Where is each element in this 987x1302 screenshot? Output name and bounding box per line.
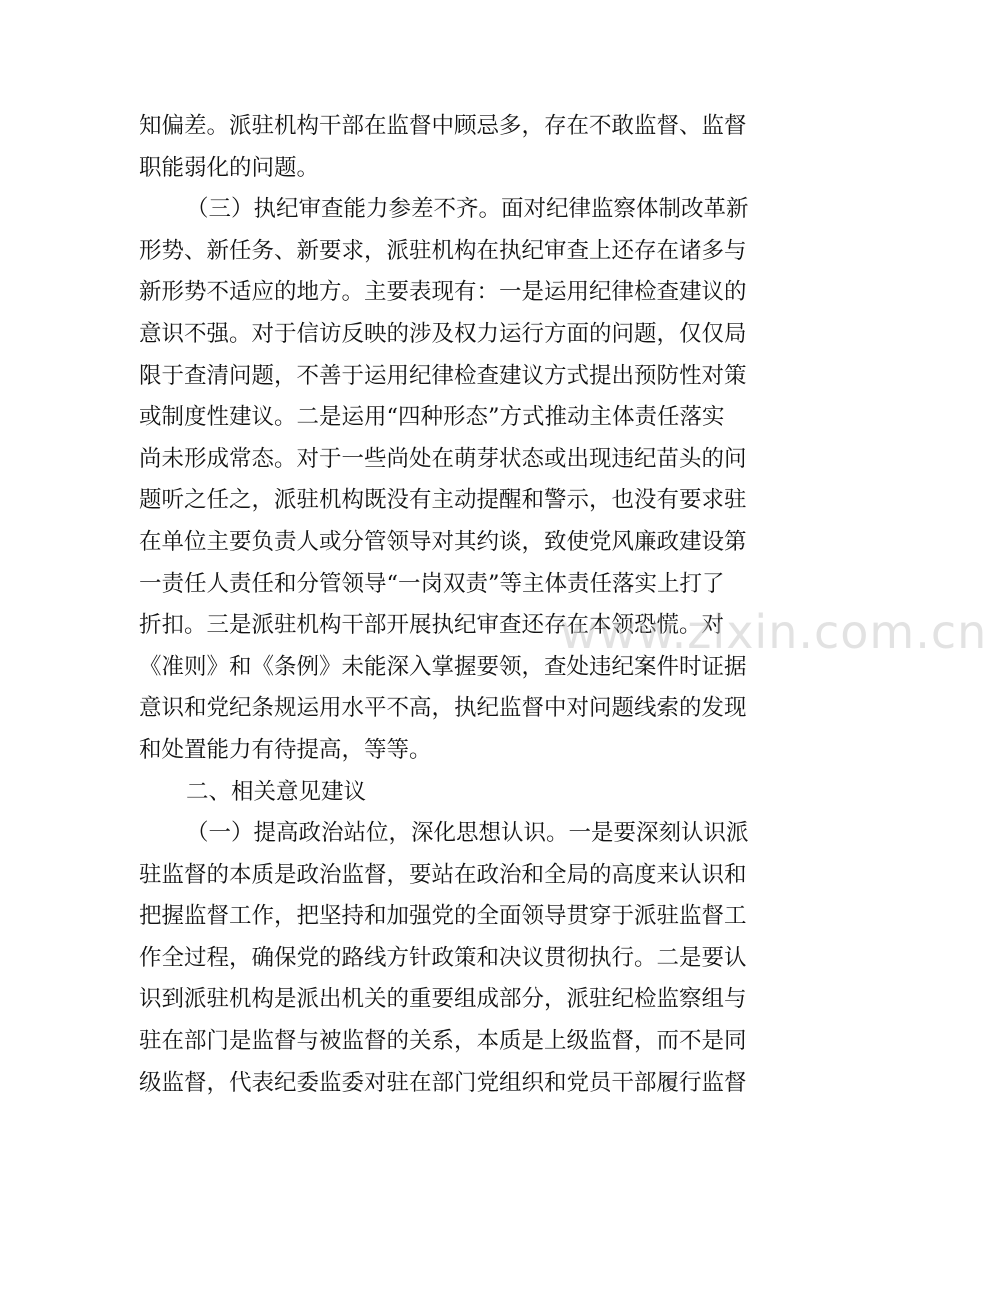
- text-line: 限于查清问题，不善于运用纪律检查建议方式提出预防性对策: [139, 362, 747, 389]
- text-line: 折扣。三是派驻机构干部开展执纪审查还存在本领恐慌。对: [139, 612, 725, 639]
- text-line: 和处置能力有待提高，等等。: [139, 736, 432, 763]
- paragraph-start-line: （一）提高政治站位，深化思想认识。一是要深刻认识派: [186, 820, 749, 847]
- text-line: 驻在部门是监督与被监督的关系，本质是上级监督，而不是同: [139, 1028, 747, 1055]
- paragraph-start-line: （三）执纪审查能力参差不齐。面对纪律监察体制改革新: [186, 196, 749, 223]
- text-line: 意识不强。对于信访反映的涉及权力运行方面的问题，仅仅局: [139, 320, 747, 347]
- text-line: 题听之任之，派驻机构既没有主动提醒和警示，也没有要求驻: [139, 487, 747, 514]
- text-line: 新形势不适应的地方。主要表现有：一是运用纪律检查建议的: [139, 279, 747, 306]
- text-line: 职能弱化的问题。: [139, 154, 320, 181]
- section-heading: 二、相关意见建议: [186, 778, 367, 805]
- text-line: 意识和党纪条规运用水平不高，执纪监督中对问题线索的发现: [139, 695, 747, 722]
- text-line: 形势、新任务、新要求，派驻机构在执纪审查上还存在诸多与: [139, 237, 747, 264]
- watermark: www.zixin.com.cn: [560, 605, 987, 659]
- text-line: 或制度性建议。二是运用“四种形态”方式推动主体责任落实: [139, 404, 725, 431]
- text-line: 知偏差。派驻机构干部在监督中顾忌多，存在不敢监督、监督: [139, 113, 747, 139]
- document-body: [139, 106, 779, 1104]
- text-line: 在单位主要负责人或分管领导对其约谈，致使党风廉政建设第: [139, 528, 747, 555]
- text-line: 驻监督的本质是政治监督，要站在政治和全局的高度来认识和: [139, 861, 747, 888]
- text-line: 一责任人责任和分管领导“一岗双责”等主体责任落实上打了: [139, 570, 725, 597]
- text-line: 作全过程，确保党的路线方针政策和决议贯彻执行。二是要认: [139, 944, 747, 971]
- text-line: 《准则》和《条例》未能深入掌握要领，查处违纪案件时证据: [139, 653, 747, 680]
- text-line: 级监督，代表纪委监委对驻在部门党组织和党员干部履行监督: [139, 1069, 747, 1096]
- text-line: 尚未形成常态。对于一些尚处在萌芽状态或出现违纪苗头的问: [139, 445, 747, 472]
- text-line: 识到派驻机构是派出机关的重要组成部分，派驻纪检监察组与: [139, 986, 747, 1013]
- text-line: 把握监督工作，把坚持和加强党的全面领导贯穿于派驻监督工: [139, 903, 747, 930]
